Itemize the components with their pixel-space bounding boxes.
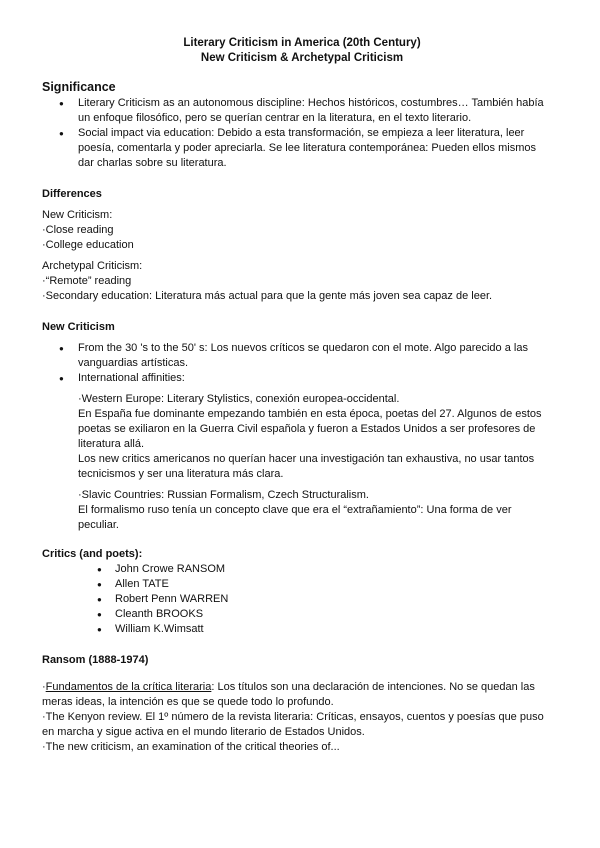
title-line-1: Literary Criticism in America (20th Century): [183, 37, 421, 49]
list-item: ● Robert Penn WARREN: [42, 592, 562, 607]
critics-heading: Critics (and poets):: [42, 548, 143, 560]
bullet-dot: ·: [42, 681, 46, 693]
bullet-line: vanguardias artísticas.: [78, 357, 189, 369]
bullet-line: ● International affinities:: [78, 372, 185, 384]
document-title: [42, 36, 562, 66]
list-item: [42, 126, 562, 171]
paragraph-line: ·The Kenyon review. El 1º número de la revista literaria: Críticas, ensayos, cuentos y poesías que puso: [42, 711, 544, 723]
list-item: ● Cleanth BROOKS: [42, 607, 562, 622]
difference-item: ·“Remote” reading: [42, 275, 132, 287]
archetypal-label: Archetypal Criticism:: [42, 260, 143, 272]
title-line-2: New Criticism & Archetypal Criticism: [200, 52, 404, 64]
new-criticism-heading: New Criticism: [42, 321, 115, 333]
western-head: ·Western Europe: Literary Stylistics, conexión europea-occidental.: [78, 393, 400, 405]
new-criticism-list: [42, 341, 562, 386]
book-title-link: Fundamentos de la crítica literaria: [45, 681, 212, 693]
new-criticism-differences: [42, 208, 562, 253]
paragraph-line: literatura allá.: [78, 438, 145, 450]
list-item: ● John Crowe RANSOM: [42, 562, 562, 577]
paragraph-line: ·The new criticism, an examination of the critical theories of...: [42, 741, 340, 753]
difference-item: ·Close reading: [42, 224, 114, 236]
list-item: [42, 371, 562, 386]
slavic-block: [42, 488, 562, 533]
paragraph-line: Los new critics americanos no querían hacer una investigación tan exhaustiva, no usar tantos: [78, 453, 535, 465]
list-item: ● Allen TATE: [42, 577, 562, 592]
bullet-line: un enfoque filosófico, pero se querían centrar en la literatura, en el texto literario.: [78, 112, 472, 124]
paragraph-line: meras ideas, la intención es que se quede todo lo profundo.: [42, 696, 334, 708]
western-europe-block: [42, 392, 562, 482]
paragraph-line: poetas se exiliaron en la Guerra Civil española y fueron a Estados Unidos a ser profesores de: [78, 423, 536, 435]
bullet-line: ● Social impact via education: Debido a esta transformación, se empieza a leer literatura, leer: [78, 127, 525, 139]
differences-heading: Differences: [42, 188, 102, 200]
paragraph-line: El formalismo ruso tenía un concepto clave que era el “extrañamiento”: Una forma de ver: [78, 504, 512, 516]
paragraph-line: tecnicismos y ser una literatura más clara.: [78, 468, 284, 480]
list-item: [42, 341, 562, 371]
significance-list: [42, 96, 562, 171]
paragraph-line: [42, 680, 562, 695]
paragraph-text: : Los títulos son una declaración de intenciones. No se quedan las: [211, 681, 535, 693]
paragraph-line: En España fue dominante empezando también en esta época, poetas del 27. Algunos de estos: [78, 408, 542, 420]
slavic-head: ·Slavic Countries: Russian Formalism, Czech Structuralism.: [78, 489, 369, 501]
paragraph-line: en marcha y sigue activa en el mundo literario de Estados Unidos.: [42, 726, 365, 738]
list-item: ● William K.Wimsatt: [42, 622, 562, 637]
document-page: [42, 36, 562, 755]
difference-item: ·College education: [42, 239, 134, 251]
archetypal-differences: [42, 259, 562, 304]
bullet-line: ● Literary Criticism as an autonomous discipline: Hechos históricos, costumbres… También había: [78, 97, 544, 109]
bullet-line: ● From the 30 's to the 50' s: Los nuevos críticos se quedaron con el mote. Algo parecido a las: [78, 342, 528, 354]
list-item: [42, 96, 562, 126]
new-criticism-label: New Criticism:: [42, 209, 113, 221]
paragraph-line: peculiar.: [78, 519, 119, 531]
critics-list: [42, 562, 562, 637]
difference-item: ·Secondary education: Literatura más actual para que la gente más joven sea capaz de leer.: [42, 290, 493, 302]
ransom-block: [42, 680, 562, 755]
bullet-line: dar charlas sobre su literatura.: [78, 157, 227, 169]
bullet-line: poesía, comentarla y poder apreciarla. Se lee literatura contemporánea: Pueden ellos mismos: [78, 142, 536, 154]
significance-heading: Significance: [42, 80, 116, 94]
ransom-heading: Ransom (1888-1974): [42, 654, 149, 666]
